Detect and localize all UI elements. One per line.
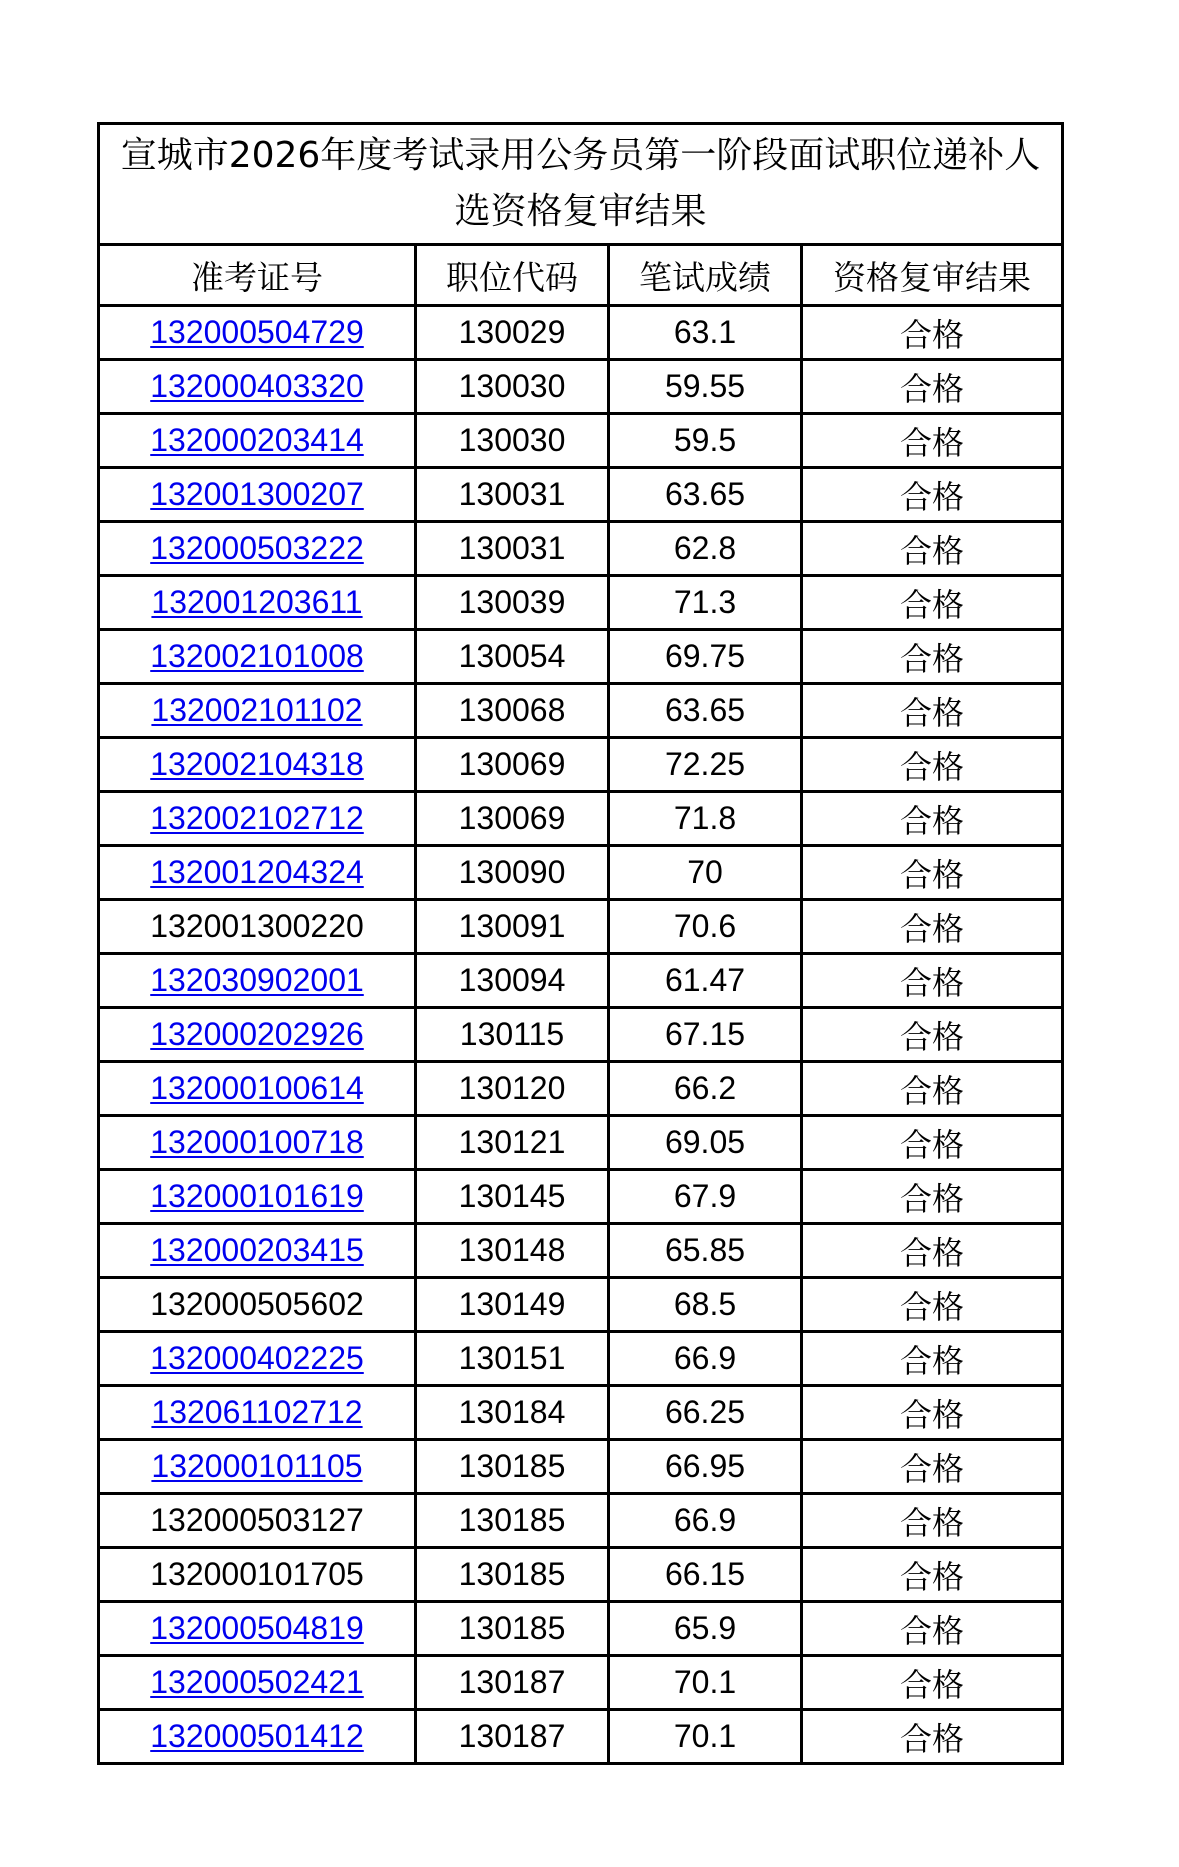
exam-id-cell [99,684,416,738]
table-row [99,1548,1063,1602]
exam-id-cell [99,360,416,414]
table-row [99,1710,1063,1764]
position-code-cell: 130090 [416,846,609,900]
exam-id-link[interactable]: 132001204324 [150,854,364,890]
position-code-cell: 130121 [416,1116,609,1170]
exam-id-link[interactable]: 132000203414 [150,422,364,458]
header-written-score: 笔试成绩 [609,245,802,306]
exam-id-link[interactable]: 132002101102 [151,692,363,728]
position-code-cell: 130031 [416,468,609,522]
results-sheet [97,122,1061,1765]
review-result-cell: 合格 [802,306,1063,360]
exam-id-cell [99,522,416,576]
table-row [99,522,1063,576]
exam-id-link[interactable]: 132000100718 [150,1124,364,1160]
table-row [99,1062,1063,1116]
written-score-cell: 71.8 [609,792,802,846]
written-score-cell: 67.9 [609,1170,802,1224]
exam-id-text: 132000101705 [150,1556,364,1592]
exam-id-link[interactable]: 132000403320 [150,368,364,404]
exam-id-link[interactable]: 132001203611 [151,584,363,620]
table-row [99,1386,1063,1440]
position-code-cell: 130115 [416,1008,609,1062]
written-score-cell: 62.8 [609,522,802,576]
written-score-cell: 71.3 [609,576,802,630]
written-score-cell: 70.1 [609,1656,802,1710]
exam-id-link[interactable]: 132000504819 [150,1610,364,1646]
exam-id-cell [99,900,416,954]
table-row [99,1008,1063,1062]
position-code-cell: 130187 [416,1710,609,1764]
exam-id-cell [99,1170,416,1224]
review-result-cell: 合格 [802,1332,1063,1386]
exam-id-link[interactable]: 132000502421 [150,1664,364,1700]
review-result-cell: 合格 [802,1386,1063,1440]
position-code-cell: 130120 [416,1062,609,1116]
exam-id-cell [99,1548,416,1602]
exam-id-cell [99,1278,416,1332]
position-code-cell: 130030 [416,360,609,414]
review-result-cell: 合格 [802,522,1063,576]
exam-id-link[interactable]: 132000402225 [150,1340,364,1376]
written-score-cell: 66.9 [609,1494,802,1548]
written-score-cell: 66.9 [609,1332,802,1386]
header-review-result: 资格复审结果 [802,245,1063,306]
exam-id-cell [99,576,416,630]
review-result-cell: 合格 [802,1062,1063,1116]
written-score-cell: 66.15 [609,1548,802,1602]
table-row [99,738,1063,792]
table-row [99,846,1063,900]
review-result-cell: 合格 [802,1656,1063,1710]
exam-id-cell [99,1710,416,1764]
position-code-cell: 130069 [416,738,609,792]
table-row [99,1116,1063,1170]
exam-id-text: 132001300220 [150,908,364,944]
header-position-code: 职位代码 [416,245,609,306]
table-row [99,1602,1063,1656]
review-result-cell: 合格 [802,954,1063,1008]
exam-id-cell [99,1008,416,1062]
exam-id-link[interactable]: 132000100614 [150,1070,364,1106]
exam-id-text: 132000503127 [150,1502,364,1538]
written-score-cell: 70.6 [609,900,802,954]
review-result-cell: 合格 [802,630,1063,684]
table-row [99,792,1063,846]
table-row [99,1332,1063,1386]
table-row [99,360,1063,414]
written-score-cell: 65.9 [609,1602,802,1656]
position-code-cell: 130068 [416,684,609,738]
exam-id-cell [99,1224,416,1278]
table-row [99,306,1063,360]
position-code-cell: 130054 [416,630,609,684]
table-row [99,1494,1063,1548]
table-row [99,414,1063,468]
review-result-cell: 合格 [802,846,1063,900]
position-code-cell: 130149 [416,1278,609,1332]
exam-id-link[interactable]: 132000101105 [151,1448,363,1484]
exam-id-cell [99,306,416,360]
written-score-cell: 72.25 [609,738,802,792]
exam-id-cell [99,1602,416,1656]
table-row [99,468,1063,522]
written-score-cell: 67.15 [609,1008,802,1062]
exam-id-link[interactable]: 132000203415 [150,1232,364,1268]
written-score-cell: 69.05 [609,1116,802,1170]
review-result-cell: 合格 [802,576,1063,630]
table-row [99,630,1063,684]
position-code-cell: 130031 [416,522,609,576]
exam-id-link[interactable]: 132000101619 [150,1178,364,1214]
review-result-cell: 合格 [802,1116,1063,1170]
review-result-cell: 合格 [802,1710,1063,1764]
table-row [99,1656,1063,1710]
review-result-cell: 合格 [802,1494,1063,1548]
position-code-cell: 130094 [416,954,609,1008]
exam-id-text: 132000505602 [150,1286,364,1322]
exam-id-link[interactable]: 132000504729 [150,314,364,350]
exam-id-link[interactable]: 132001300207 [150,476,364,512]
position-code-cell: 130145 [416,1170,609,1224]
position-code-cell: 130029 [416,306,609,360]
exam-id-link[interactable]: 132002101008 [150,638,364,674]
exam-id-cell [99,1656,416,1710]
review-result-cell: 合格 [802,1548,1063,1602]
exam-id-link[interactable]: 132002102712 [150,800,364,836]
exam-id-cell [99,414,416,468]
written-score-cell: 61.47 [609,954,802,1008]
table-row [99,1224,1063,1278]
written-score-cell: 63.65 [609,468,802,522]
review-result-cell: 合格 [802,468,1063,522]
exam-id-link[interactable]: 132000501412 [150,1718,364,1754]
exam-id-cell [99,630,416,684]
exam-id-link[interactable]: 132030902001 [150,962,364,998]
header-exam-id: 准考证号 [99,245,416,306]
position-code-cell: 130151 [416,1332,609,1386]
written-score-cell: 66.25 [609,1386,802,1440]
exam-id-link[interactable]: 132000202926 [150,1016,364,1052]
review-result-cell: 合格 [802,900,1063,954]
exam-id-cell [99,1494,416,1548]
table-row [99,900,1063,954]
review-result-cell: 合格 [802,1602,1063,1656]
review-result-cell: 合格 [802,684,1063,738]
exam-id-link[interactable]: 132000503222 [150,530,364,566]
review-result-cell: 合格 [802,1440,1063,1494]
exam-id-cell [99,954,416,1008]
exam-id-cell [99,792,416,846]
exam-id-cell [99,1332,416,1386]
review-result-cell: 合格 [802,738,1063,792]
table-row [99,954,1063,1008]
position-code-cell: 130185 [416,1494,609,1548]
written-score-cell: 69.75 [609,630,802,684]
results-table [97,122,1064,1765]
table-row [99,1440,1063,1494]
position-code-cell: 130185 [416,1548,609,1602]
position-code-cell: 130069 [416,792,609,846]
table-row [99,1170,1063,1224]
exam-id-cell [99,846,416,900]
position-code-cell: 130148 [416,1224,609,1278]
header-row [99,245,1063,306]
written-score-cell: 66.2 [609,1062,802,1116]
written-score-cell: 70.1 [609,1710,802,1764]
review-result-cell: 合格 [802,414,1063,468]
page-title: 宣城市2026年度考试录用公务员第一阶段面试职位递补人选资格复审结果 [99,124,1063,245]
written-score-cell: 65.85 [609,1224,802,1278]
position-code-cell: 130184 [416,1386,609,1440]
review-result-cell: 合格 [802,1008,1063,1062]
exam-id-link[interactable]: 132061102712 [151,1394,363,1430]
table-row [99,1278,1063,1332]
exam-id-cell [99,1440,416,1494]
title-row [99,124,1063,245]
position-code-cell: 130030 [416,414,609,468]
exam-id-cell [99,1116,416,1170]
exam-id-cell [99,1386,416,1440]
table-row [99,576,1063,630]
written-score-cell: 70 [609,846,802,900]
written-score-cell: 68.5 [609,1278,802,1332]
position-code-cell: 130185 [416,1602,609,1656]
exam-id-cell [99,738,416,792]
written-score-cell: 66.95 [609,1440,802,1494]
review-result-cell: 合格 [802,1224,1063,1278]
position-code-cell: 130187 [416,1656,609,1710]
written-score-cell: 63.65 [609,684,802,738]
review-result-cell: 合格 [802,1170,1063,1224]
written-score-cell: 59.5 [609,414,802,468]
review-result-cell: 合格 [802,792,1063,846]
review-result-cell: 合格 [802,1278,1063,1332]
written-score-cell: 63.1 [609,306,802,360]
review-result-cell: 合格 [802,360,1063,414]
exam-id-cell [99,468,416,522]
table-row [99,684,1063,738]
exam-id-cell [99,1062,416,1116]
position-code-cell: 130039 [416,576,609,630]
position-code-cell: 130091 [416,900,609,954]
exam-id-link[interactable]: 132002104318 [150,746,364,782]
table-body [99,306,1063,1764]
written-score-cell: 59.55 [609,360,802,414]
position-code-cell: 130185 [416,1440,609,1494]
